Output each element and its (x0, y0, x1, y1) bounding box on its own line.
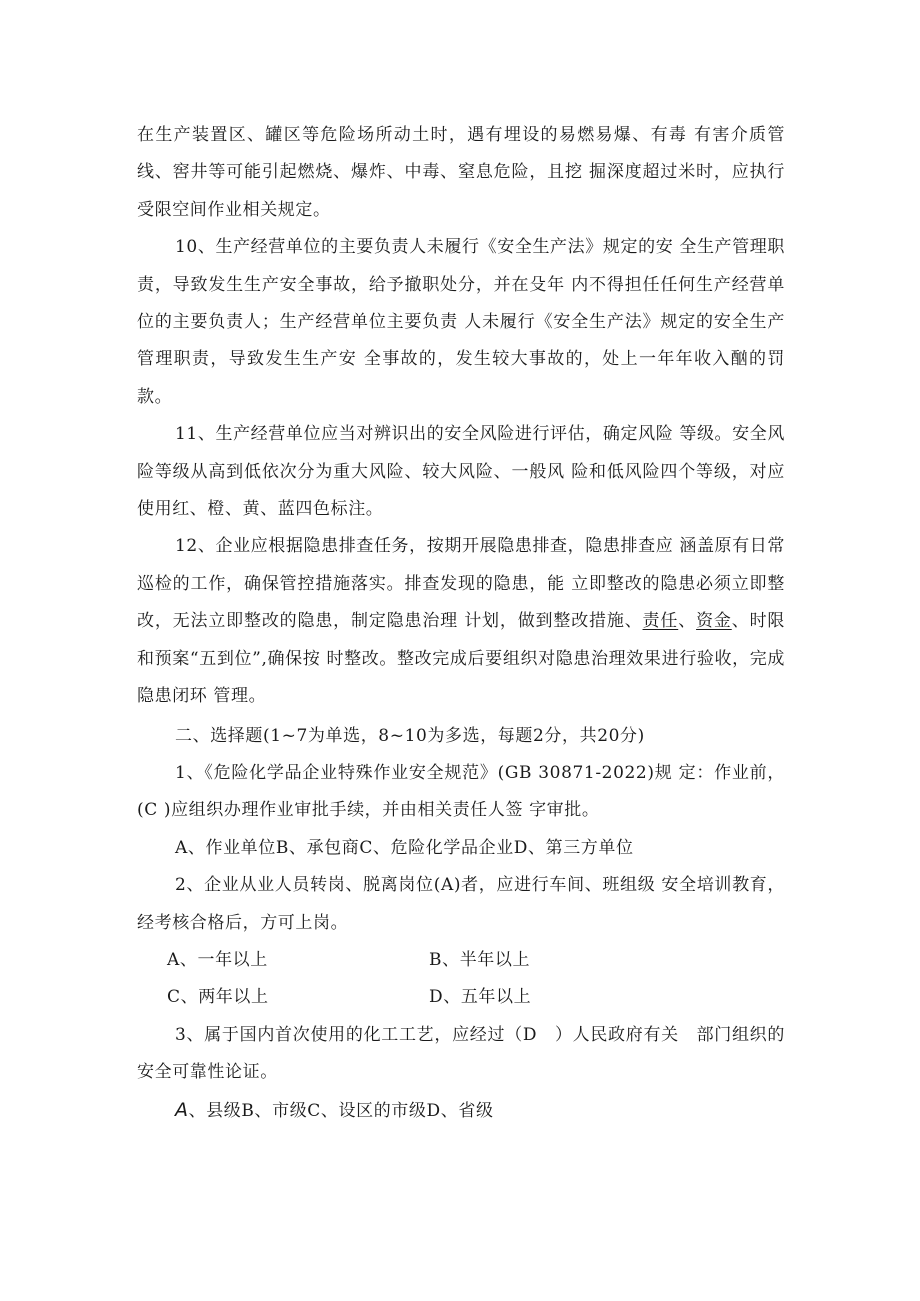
intro-paragraph: 在生产装置区、罐区等危险场所动土时，遇有埋设的易燃易爆、有毒 有害介质管线、窖井等可能引起燃烧、爆炸、中毒、窒息危险，且挖 掘深度超过米时，应执行受限空间作业相关规定。 (137, 125, 785, 220)
underlined-term-responsibility: 责任 (642, 611, 679, 632)
item-12-separator: 、 (678, 611, 697, 632)
question-3-stem: 3、属于国内首次使用的化工工艺，应经过（D ）人民政府有关 部门组织的安全可靠性论证。 (137, 1024, 785, 1083)
item-12-text-part2: 、时限和预案“五到位”,确保按 时整改。整改完成后要组织对隐患治理效果进行验收，完成隐患闭环 管理。 (137, 611, 785, 707)
question-3-option-a-letter: A (175, 1098, 189, 1121)
item-12-paragraph (137, 528, 785, 715)
item-12-text-part1: 12、企业应根据隐患排查任务，按期开展隐患排查，隐患排查应 涵盖原有日常巡检的工作，确保管控措施落实。排查发现的隐患，能 立即整改的隐患必须立即整改，无法立即整改的隐患，制定隐患治理 计划，做到整改措施、 (137, 536, 785, 632)
question-2-options-row-1 (167, 942, 785, 979)
question-3-options-text: 、县级B、市级C、设区的市级D、省级 (188, 1100, 494, 1121)
question-2-option-a: A、一年以上 (167, 949, 268, 970)
item-11-paragraph: 11、生产经营单位应当对辨识出的安全风险进行评估，确定风险 等级。安全风险等级从高到低依次分为重大风险、较大风险、一般风 险和低风险四个等级，对应使用红、橙、黄、蓝四色标注。 (137, 424, 785, 520)
section-2-heading: 二、选择题(1~7为单选，8~10为多选，每题2分，共20分) (175, 725, 645, 746)
question-2-stem: 2、企业从业人员转岗、脱离岗位(A)者，应进行车间、班组级 安全培训教育，经考核合格后，方可上岗。 (137, 875, 785, 933)
document-body (137, 117, 785, 1130)
underlined-term-funds: 资金 (696, 611, 732, 632)
question-2-option-b: B、半年以上 (429, 949, 531, 970)
question-3-options (137, 1092, 785, 1130)
question-2-option-c: C、两年以上 (167, 987, 269, 1008)
question-2-options-row-2 (167, 979, 785, 1016)
question-2-option-d: D、五年以上 (429, 987, 532, 1008)
question-2-options (137, 942, 785, 1017)
question-1-options: A、作业单位B、承包商C、危险化学品企业D、第三方单位 (175, 837, 634, 858)
question-1-stem: 1、《危险化学品企业特殊作业安全规范》(GB 30871-2022)规 定：作业前，(C )应组织办理作业审批手续，并由相关责任人签 字审批。 (137, 762, 785, 821)
item-10-paragraph: 10、生产经营单位的主要负责人未履行《安全生产法》规定的安 全生产管理职责，导致发生生产安全事故，给予撤职处分，并在殳年 内不得担任任何生产经营单位的主要负责人；生产经营单位主要负责 人未履行《安全生产法》规定的安全生产管理职责，导致发生生产安 全事故的，发生较大事故的，处上一年年收入酗的罚款。 (137, 237, 785, 407)
